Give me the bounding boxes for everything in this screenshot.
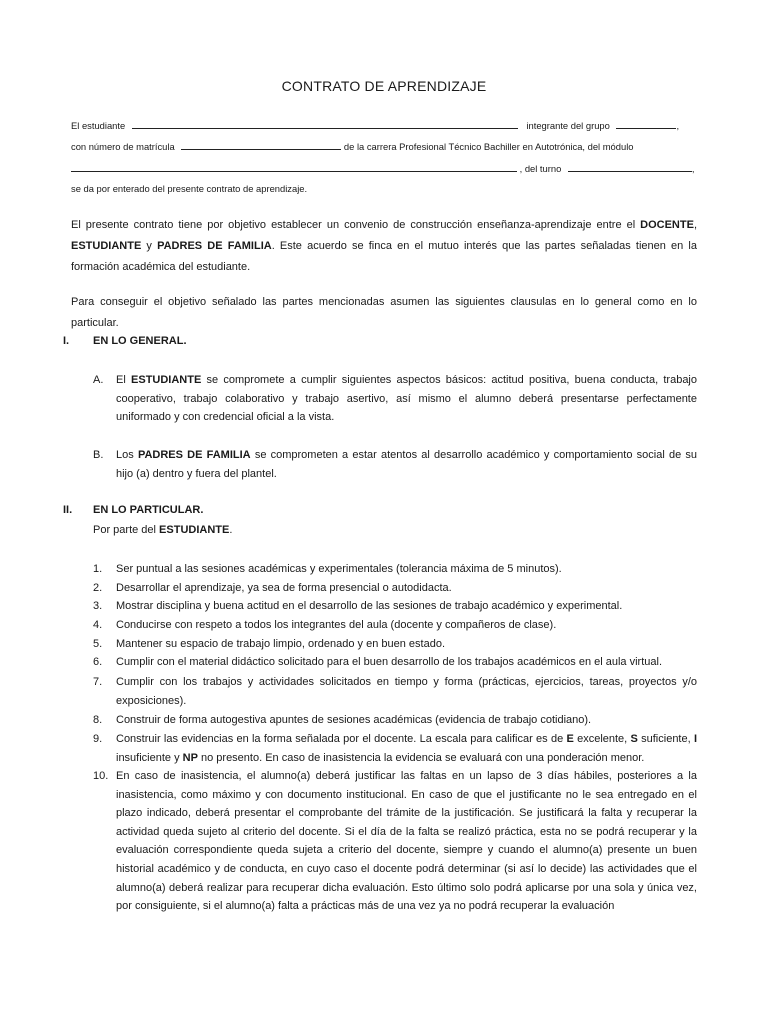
section-1-title: EN LO GENERAL. — [93, 335, 187, 347]
clause-b-text: Los PADRES DE FAMILIA se comprometen a estar atentos al desarrollo académico y comportamiento social de su hijo (a) dentro y fuera del plantel. — [116, 449, 697, 480]
enrollment-field[interactable] — [181, 140, 341, 150]
field-line-3: , del turno , — [71, 162, 697, 174]
field-line-1: El estudiante integrante del grupo , — [71, 120, 680, 131]
section-2-number: II. — [63, 504, 73, 516]
shift-label: , del turno — [519, 163, 562, 174]
module-field[interactable] — [71, 162, 517, 172]
career-label: de la carrera Profesional Técnico Bachiller en Autotrónica, del módulo — [343, 141, 634, 152]
clause-a-letter: A. — [93, 374, 104, 386]
section-2-title: EN LO PARTICULAR. — [93, 504, 204, 516]
section-1-number: I. — [63, 335, 70, 347]
section-2-subtitle: Por parte del ESTUDIANTE. — [93, 524, 233, 536]
group-label: integrante del grupo — [526, 120, 610, 131]
intro-paragraph-2: Para conseguir el objetivo señalado las partes mencionadas asumen las siguientes clausulas en lo general como en lo particular. — [71, 296, 697, 329]
clause-b-letter: B. — [93, 449, 104, 461]
enrollment-label: con número de matrícula — [71, 141, 175, 152]
shift-field[interactable] — [568, 162, 692, 172]
group-field[interactable] — [616, 119, 676, 129]
field-line-2 — [71, 140, 697, 152]
field-line-4: se da por enterado del presente contrato de aprendizaje. — [71, 183, 308, 194]
document-title: CONTRATO DE APRENDIZAJE — [281, 78, 487, 94]
student-name-field[interactable] — [132, 119, 518, 129]
student-label: El estudiante — [71, 120, 126, 131]
intro-paragraph-1: El presente contrato tiene por objetivo establecer un convenio de construcción enseñanza-aprendizaje entre el DOCENTE, ESTUDIANTE y PADRES DE FAMILIA. Este acuerdo se finca en el mutuo interés que las partes señaladas tienen en la formación académica del estudiante. — [71, 219, 697, 273]
clause-a-text: El ESTUDIANTE se compromete a cumplir siguientes aspectos básicos: actitud positiva, buena conducta, trabajo cooperativo, trabajo colaborativo y trabajo asertivo, así mismo el alumno deberá presentarse perfectamente uniformado y con credencial oficial a la vista. — [116, 374, 697, 423]
document-page: CONTRATO DE APRENDIZAJE El estudiante integrante del grupo , con número de matrícula de la carrera Profesional Técnico Bachiller en Autotrónica, del módulo , del turno , se da por enterado del presente contrato de aprendizaje. El presente contrato tiene por objetivo establecer un convenio de construcción enseñanza-aprendizaje entre el DOCENTE, ESTUDIANTE y PADRES DE FAMILIA. Este acuerdo se finca en el mutuo interés que las partes señaladas tienen en la formación académica del estudiante. Para conseguir el objetivo señalado las partes mencionadas asumen las siguientes clausulas en lo general como en lo particular. I. EN LO GENERAL. A. El ESTUDIANTE se compromete a cumplir siguientes aspectos básicos: actitud positiva, buena conducta, trabajo cooperativo, trabajo colaborativo y trabajo asertivo, así mismo el alumno deberá presentarse perfectamente uniformado y con credencial oficial a la vista. B. Los PADRES DE FAMILIA se comprometen a estar atentos al desarrollo académico y comportamiento social de su hijo (a) dentro y fuera del plantel. II. EN LO PARTICULAR. Por parte del ESTUDIANTE. 1. Ser puntual a las sesiones académicas y experimentales (tolerancia máxima de 5 minutos). 2. Desarrollar el aprendizaje, ya sea de forma presencial o autodidacta. 3. Mostrar disciplina y buena actitud en el desarrollo de las sesiones de trabajo académico y experimental. 4. Conducirse con respeto a todos los integrantes del aula (docente y compañeros de clase). 5. Mantener su espacio de trabajo limpio, ordenado y en buen estado. 6. Cumplir con el material didáctico solicitado para el buen desarrollo de los trabajos académicos en el aula virtual. 7. Cumplir con los trabajos y actividades solicitados en tiempo y forma (prácticas, ejercicios, tareas, proyectos y/o exposiciones). 8. Construir de forma autogestiva apuntes de sesiones académicas (evidencia de trabajo cotidiano). 9. Construir las evidencias en la forma señalada por el docente. La escala para calificar es de E excelente, S suficiente, I insuficiente y NP no presento. En caso de inasistencia la evidencia se evaluará con una ponderación menor. 10. En caso de inasistencia, el alumno(a) deberá justificar las faltas en un lapso de 3 días hábiles, posteriores a la inasistencia, como máximo y con documento institucional. En caso de que el justificante no le sea entregado en el plazo indicado, deberá presentar el comprobante del trámite de la justificación. Se justificará la falta y recuperar la actividad queda sujeto al criterio del docente. Si el día de la falta se realizó práctica, esta no se podrá recuperar y la evaluación correspondiente queda sujeta a criterio del docente, siempre y cuando el alumno(a) presente un buen historial académico y de conducta, en cuyo caso el docente podrá determinar (si así lo decide) las actividades que el alumno(a) deberá realizar para recuperar dicha evaluación. Esto último solo podrá aplicarse por una sola y única vez, por consiguiente, si el alumno(a) falta a prácticas más de una vez ya no podrá recuperar la evaluación — [0, 0, 768, 1024]
